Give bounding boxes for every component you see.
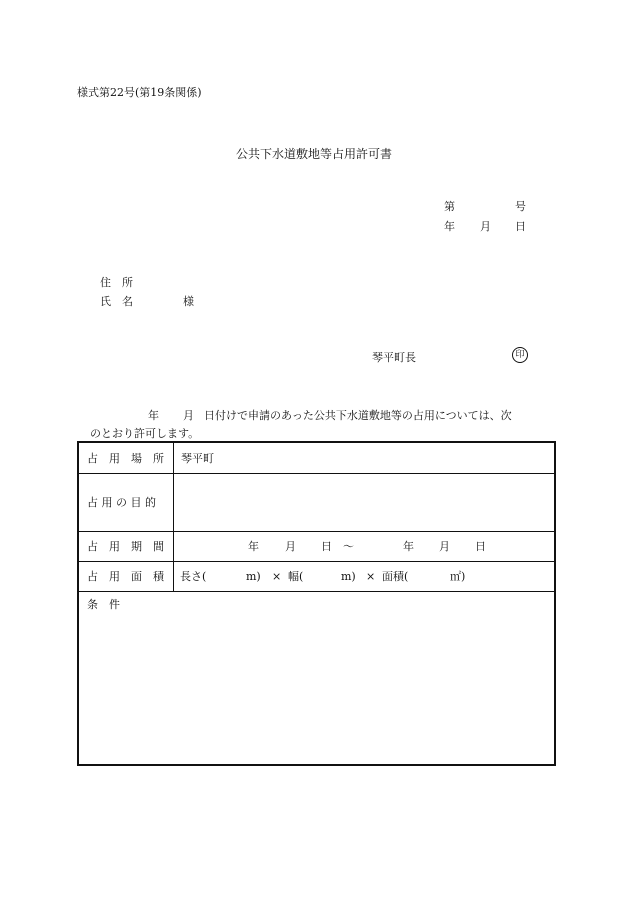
issuer-name: 琴平町長 <box>372 351 416 364</box>
period-tilde: ～ <box>343 540 354 553</box>
area-m1: m) <box>246 569 261 583</box>
date-year: 年 <box>444 220 455 233</box>
sama-suffix: 様 <box>183 295 194 308</box>
place-label: 占 用 場 所 <box>79 443 174 473</box>
body-line1: 日付けで申請のあった公共下水道敷地等の占用については、次 <box>204 409 512 422</box>
row-purpose <box>79 473 554 532</box>
area-value <box>175 561 554 591</box>
row-period <box>79 531 554 562</box>
period-year2: 年 <box>403 540 414 553</box>
name-label: 氏 名 <box>100 295 133 308</box>
date-day: 日 <box>515 220 526 233</box>
form-number: 様式第22号(第19条関係) <box>77 86 202 99</box>
body-year: 年 <box>148 409 159 422</box>
period-value <box>175 531 554 561</box>
period-year1: 年 <box>248 540 259 553</box>
doc-number-go: 号 <box>515 200 526 213</box>
body-month: 月 <box>183 409 194 422</box>
period-label: 占 用 期 間 <box>79 531 174 561</box>
conditions-label: 条 件 <box>87 598 120 611</box>
seal-icon: 印 <box>512 347 528 363</box>
row-area <box>79 561 554 592</box>
date-month: 月 <box>480 220 491 233</box>
body-line2: のとおり許可します。 <box>90 427 200 440</box>
purpose-label: 占 用 の 目 的 <box>79 473 174 531</box>
area-m3: ㎡) <box>450 570 466 583</box>
area-length: 長さ( <box>180 570 207 583</box>
seal-mark <box>512 347 528 363</box>
doc-number-dai: 第 <box>444 200 455 213</box>
place-value: 琴平町 <box>181 452 214 465</box>
area-area: 面積( <box>382 570 409 583</box>
period-month2: 月 <box>439 540 450 553</box>
permit-table <box>77 441 556 766</box>
address-label: 住 所 <box>100 276 133 289</box>
period-month1: 月 <box>285 540 296 553</box>
area-x1: × <box>272 569 282 583</box>
area-m2: m) <box>341 569 356 583</box>
document-title: 公共下水道敷地等占用許可書 <box>236 147 393 161</box>
row-place <box>79 443 554 474</box>
purpose-value <box>175 473 554 531</box>
period-day1: 日 <box>321 540 332 553</box>
area-label: 占 用 面 積 <box>79 561 174 591</box>
area-width: 幅( <box>288 570 304 583</box>
period-day2: 日 <box>475 540 486 553</box>
area-x2: × <box>366 569 376 583</box>
